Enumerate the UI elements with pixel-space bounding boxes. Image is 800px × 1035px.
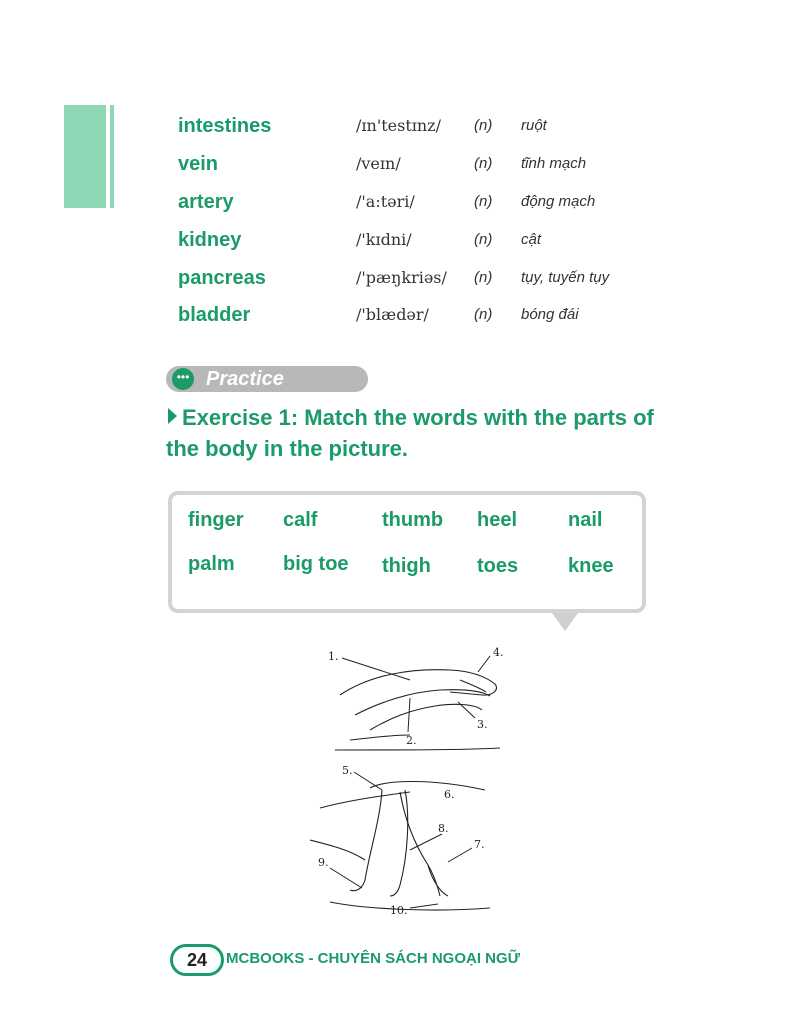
bank-word: palm xyxy=(188,553,235,575)
figure-label: 2. xyxy=(406,734,417,747)
vocab-word: pancreas xyxy=(178,267,266,289)
vocab-pos: (n) xyxy=(474,231,493,248)
vocab-meaning: động mạch xyxy=(521,193,596,210)
vocab-row xyxy=(0,225,800,255)
page-number-badge xyxy=(170,944,224,976)
vocab-pos: (n) xyxy=(474,155,493,172)
figure-label: 9. xyxy=(318,856,329,869)
page-number: 24 xyxy=(186,950,208,970)
vocab-row xyxy=(0,149,800,179)
bank-word: heel xyxy=(477,509,518,531)
vocab-row xyxy=(0,263,800,293)
figure-label: 6. xyxy=(444,788,455,801)
vocab-pos: (n) xyxy=(474,193,493,210)
vocab-ipa: /'pæŋkriəs/ xyxy=(356,268,447,287)
figure-label: 7. xyxy=(474,838,485,851)
bank-word: finger xyxy=(188,509,244,531)
vocab-row xyxy=(0,300,800,330)
bank-word: knee xyxy=(568,555,614,577)
vocab-meaning: bóng đái xyxy=(521,306,579,323)
exercise-title: Exercise 1: Match the words with the parts of the body in the picture. xyxy=(166,405,654,461)
vocab-meaning: tụy, tuyến tụy xyxy=(521,269,610,286)
body-parts-figure xyxy=(310,640,510,920)
vocab-ipa: /'a:təri/ xyxy=(356,192,415,211)
bank-word: nail xyxy=(568,509,603,531)
figure-label: 5. xyxy=(342,764,353,777)
speech-bubble-icon: ••• xyxy=(172,368,194,390)
vocab-ipa: /veɪn/ xyxy=(356,154,401,173)
vocab-word: bladder xyxy=(178,304,251,326)
vocab-word: artery xyxy=(178,191,234,213)
vocab-meaning: ruột xyxy=(521,117,547,134)
vocab-row xyxy=(0,111,800,141)
vocab-pos: (n) xyxy=(474,306,493,323)
bank-word: thumb xyxy=(382,509,444,531)
figure-label: 4. xyxy=(493,646,504,659)
figure-label: 8. xyxy=(438,822,449,835)
figure-label: 1. xyxy=(328,650,339,663)
bank-word: calf xyxy=(283,509,318,531)
vocab-word: kidney xyxy=(178,229,242,251)
vocab-row xyxy=(0,187,800,217)
vocab-ipa: /ɪn'testɪnz/ xyxy=(356,116,441,135)
vocab-word: vein xyxy=(178,153,219,175)
practice-label: Practice xyxy=(206,368,284,390)
vocab-word: intestines xyxy=(178,115,272,137)
figure-label: 10. xyxy=(390,904,408,917)
word-bank-tail xyxy=(552,613,578,631)
figure-label: 3. xyxy=(477,718,488,731)
bank-word: big toe xyxy=(283,553,349,575)
vocab-ipa: /'kɪdni/ xyxy=(356,230,412,249)
practice-header xyxy=(166,366,368,392)
vocab-meaning: cật xyxy=(521,231,542,248)
bank-word: thigh xyxy=(382,555,431,577)
vocab-pos: (n) xyxy=(474,269,493,286)
vocab-ipa: /'blædər/ xyxy=(356,305,429,324)
vocab-pos: (n) xyxy=(474,117,493,134)
publisher-footer: MCBOOKS - CHUYÊN SÁCH NGOẠI NGỮ xyxy=(226,950,521,967)
word-bank xyxy=(168,491,646,613)
vocab-meaning: tĩnh mạch xyxy=(521,155,587,172)
bank-word: toes xyxy=(477,555,519,577)
